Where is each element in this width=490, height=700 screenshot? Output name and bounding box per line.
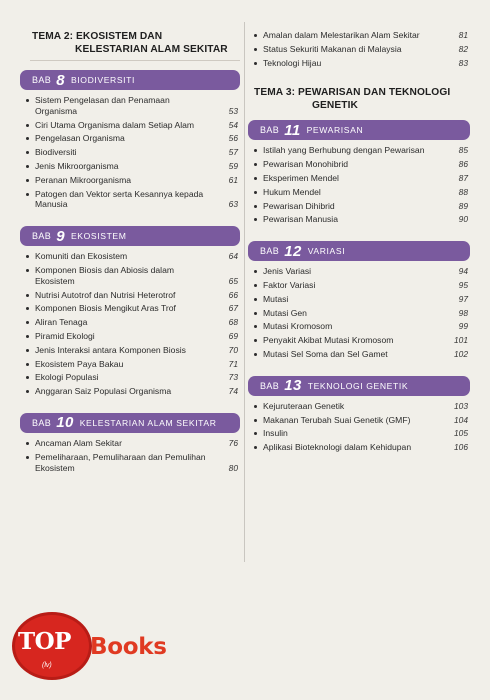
item-text: Anggaran Saiz Populasi Organisma <box>35 386 172 397</box>
column-divider <box>244 22 245 562</box>
list-item[interactable] <box>252 214 470 225</box>
page-number: 88 <box>458 186 468 197</box>
item-text: Pewarisan Monohibrid <box>263 159 349 170</box>
bab-name: TEKNOLOGI GENETIK <box>307 380 409 391</box>
page-number: 67 <box>228 303 238 314</box>
item-text: Insulin <box>263 428 288 439</box>
list-item[interactable] <box>252 159 470 170</box>
item-text: Biodiversiti <box>35 147 77 158</box>
page-number: 101 <box>454 335 468 346</box>
bab-word: BAB <box>32 75 52 85</box>
page-number: 86 <box>458 159 468 170</box>
bab-name: BIODIVERSITI <box>70 75 135 85</box>
page-number: 61 <box>228 174 238 185</box>
page-number: 106 <box>454 442 468 453</box>
bab-name: VARIASI <box>307 246 346 257</box>
item-text: Jenis Mikroorganisma <box>35 160 119 171</box>
page-number: 105 <box>454 428 468 439</box>
bab-11-section <box>248 120 470 225</box>
list-item[interactable] <box>252 349 470 360</box>
page-number: 95 <box>458 279 468 290</box>
list-item[interactable] <box>252 335 470 346</box>
list-item[interactable] <box>24 133 240 144</box>
bab-10-section <box>20 413 240 473</box>
list-item[interactable] <box>252 44 470 55</box>
bab-10-list <box>20 433 240 473</box>
list-item[interactable] <box>252 58 470 69</box>
theme-2-title-line-1: TEMA 2: EKOSISTEM DAN <box>32 31 163 42</box>
theme-3-title-line-1: TEMA 3: PEWARISAN DAN TEKNOLOGI <box>254 87 451 99</box>
list-item[interactable] <box>252 30 470 41</box>
list-item[interactable] <box>252 145 470 156</box>
bab-8-banner[interactable] <box>20 70 240 90</box>
page-number: 76 <box>228 437 238 448</box>
bab-word: BAB <box>32 417 52 428</box>
item-text: Istilah yang Berhubung dengan Pewarisan <box>263 145 425 156</box>
item-text: Pengelasan Organisma <box>35 133 125 144</box>
item-text: Pewarisan Manusia <box>263 214 338 225</box>
page-number: 69 <box>228 330 238 341</box>
item-text: Komponen Biosis Mengikut Aras Trof <box>35 303 176 314</box>
list-item[interactable] <box>252 321 470 332</box>
bab-name: KELESTARIAN ALAM SEKITAR <box>79 417 217 428</box>
title-underline <box>30 60 240 61</box>
item-text: Aliran Tenaga <box>35 317 88 328</box>
page-number: 83 <box>458 57 468 68</box>
item-text: Jenis Interaksi antara Komponen Biosis <box>35 344 186 355</box>
item-text: Ekologi Populasi <box>35 372 99 383</box>
item-text: Pemeliharaan, Pemuliharaan dan Pemulihan Ekosistem <box>35 451 206 473</box>
page-number: 82 <box>458 43 468 54</box>
page-number: 90 <box>458 214 468 225</box>
list-item[interactable] <box>24 290 240 301</box>
page-number: 89 <box>458 200 468 211</box>
list-item[interactable] <box>24 175 240 186</box>
page-number: 104 <box>454 414 468 425</box>
bab-number: 11 <box>284 121 301 139</box>
list-item[interactable] <box>252 201 470 212</box>
logo-top-text: TOP <box>18 628 71 655</box>
item-text: Penyakit Akibat Mutasi Kromosom <box>263 335 394 346</box>
bab-number: 13 <box>284 377 302 395</box>
list-item[interactable] <box>252 401 470 412</box>
page-number: 53 <box>228 105 238 116</box>
page-number: 63 <box>228 199 238 210</box>
bab-number: 12 <box>284 242 302 260</box>
page-number: 87 <box>458 172 468 183</box>
page-number: 54 <box>228 119 238 130</box>
item-text: Kejuruteraan Genetik <box>263 400 345 411</box>
list-item[interactable] <box>24 120 240 131</box>
list-item[interactable] <box>24 438 240 449</box>
theme-3-title <box>248 86 470 112</box>
bab-word: BAB <box>260 125 280 136</box>
item-text: Mutasi Kromosom <box>263 321 333 332</box>
bab-number: 9 <box>56 227 65 245</box>
bab-10-banner[interactable] <box>20 413 240 433</box>
item-text: Pewarisan Dihibrid <box>263 200 335 211</box>
item-text: Sistem Pengelasan dan Penamaan Organisma <box>35 95 170 116</box>
bab-13-list <box>248 396 470 453</box>
item-text: Aplikasi Bioteknologi dalam Kehidupan <box>263 442 412 453</box>
item-text: Amalan dalam Melestarikan Alam Sekitar <box>263 30 420 40</box>
page-number: 59 <box>228 160 238 171</box>
page-number: 57 <box>228 147 238 158</box>
item-text: Patogen dan Vektor serta Kesannya kepada Manusia <box>35 188 204 210</box>
page-number: 70 <box>228 344 238 355</box>
list-item[interactable] <box>252 280 470 291</box>
theme-2-title-line-2: KELESTARIAN ALAM SEKITAR <box>75 44 228 55</box>
theme-3-title-line-2: GENETIK <box>312 100 358 112</box>
bab-10-continued-list <box>248 30 470 68</box>
logo-books-text: Books <box>90 634 167 660</box>
logo-lv-text: (lv) <box>42 662 52 669</box>
bab-12-banner[interactable] <box>248 241 470 261</box>
bab-11-banner[interactable] <box>248 120 470 140</box>
page-number: 97 <box>458 293 468 304</box>
item-text: Komponen Biosis dan Abiosis dalam Ekosistem <box>35 264 175 286</box>
list-item[interactable] <box>24 147 240 158</box>
bab-number: 10 <box>56 414 74 432</box>
list-item[interactable] <box>252 415 470 426</box>
item-text: Peranan Mikroorganisma <box>35 174 132 185</box>
item-text: Komuniti dan Ekosistem <box>35 251 128 262</box>
item-text: Eksperimen Mendel <box>263 172 339 183</box>
item-text: Ancaman Alam Sekitar <box>35 437 122 448</box>
list-item[interactable] <box>252 266 470 277</box>
page-number: 99 <box>458 321 468 332</box>
list-item[interactable] <box>24 161 240 172</box>
bab-11-list <box>248 140 470 225</box>
item-text: Mutasi Gen <box>263 307 307 318</box>
bab-name: PEWARISAN <box>306 125 364 136</box>
page-number: 64 <box>228 251 238 262</box>
item-text: Ciri Utama Organisma dalam Setiap Alam <box>35 119 195 130</box>
page-number: 81 <box>458 30 468 40</box>
list-item[interactable] <box>252 442 470 453</box>
bab-13-section <box>248 376 470 453</box>
bab-name: EKOSISTEM <box>70 231 127 242</box>
item-text: Nutrisi Autotrof dan Nutrisi Heterotrof <box>35 289 176 300</box>
bab-8-section <box>20 70 240 210</box>
item-text: Teknologi Hijau <box>263 57 322 68</box>
bab-word: BAB <box>260 246 280 257</box>
bab-12-list <box>248 261 470 360</box>
page-number: 66 <box>228 289 238 300</box>
item-text: Ekosistem Paya Bakau <box>35 358 124 369</box>
list-item[interactable] <box>24 251 240 262</box>
bab-13-banner[interactable] <box>248 376 470 396</box>
theme-2-title <box>20 30 240 56</box>
page-number: 65 <box>228 275 238 286</box>
page-number: 73 <box>228 372 238 383</box>
list-item[interactable] <box>24 303 240 314</box>
list-item[interactable] <box>24 372 240 383</box>
bab-9-section <box>20 226 240 397</box>
list-item[interactable] <box>24 189 240 211</box>
item-text: Hukum Mendel <box>263 186 321 197</box>
bab-9-banner[interactable] <box>20 226 240 246</box>
page-number: 102 <box>454 348 468 359</box>
bab-12-section <box>248 241 470 360</box>
list-item[interactable] <box>24 345 240 356</box>
item-text: Makanan Terubah Suai Genetik (GMF) <box>263 414 411 425</box>
page-number: 74 <box>228 386 238 397</box>
page-number: 103 <box>454 400 468 411</box>
page-number: 94 <box>458 266 468 277</box>
right-column <box>248 30 470 456</box>
item-text: Mutasi <box>263 293 289 304</box>
list-item[interactable] <box>252 187 470 198</box>
page-number: 56 <box>228 133 238 144</box>
bab-word: BAB <box>32 231 52 242</box>
item-text: Jenis Variasi <box>263 266 312 277</box>
list-item[interactable] <box>252 428 470 439</box>
list-item[interactable] <box>24 317 240 328</box>
page-number: 68 <box>228 317 238 328</box>
list-item[interactable] <box>252 173 470 184</box>
list-item[interactable] <box>24 386 240 397</box>
item-text: Faktor Variasi <box>263 279 316 290</box>
list-item[interactable] <box>24 331 240 342</box>
item-text: Mutasi Sel Soma dan Sel Gamet <box>263 348 388 359</box>
list-item[interactable] <box>24 95 240 117</box>
topbooks-logo <box>8 612 198 684</box>
list-item[interactable] <box>24 359 240 370</box>
bab-9-list <box>20 246 240 397</box>
list-item[interactable] <box>24 265 240 287</box>
page-number: 98 <box>458 307 468 318</box>
item-text: Status Sekuriti Makanan di Malaysia <box>263 43 402 54</box>
bab-8-list <box>20 90 240 210</box>
bab-word: BAB <box>260 380 280 391</box>
left-column <box>20 30 240 476</box>
list-item[interactable] <box>252 294 470 305</box>
page-number: 85 <box>458 145 468 156</box>
page-number: 71 <box>228 358 238 369</box>
list-item[interactable] <box>252 308 470 319</box>
item-text: Piramid Ekologi <box>35 330 95 341</box>
list-item[interactable] <box>24 452 240 474</box>
page-number: 80 <box>228 462 238 473</box>
bab-number: 8 <box>56 71 65 89</box>
